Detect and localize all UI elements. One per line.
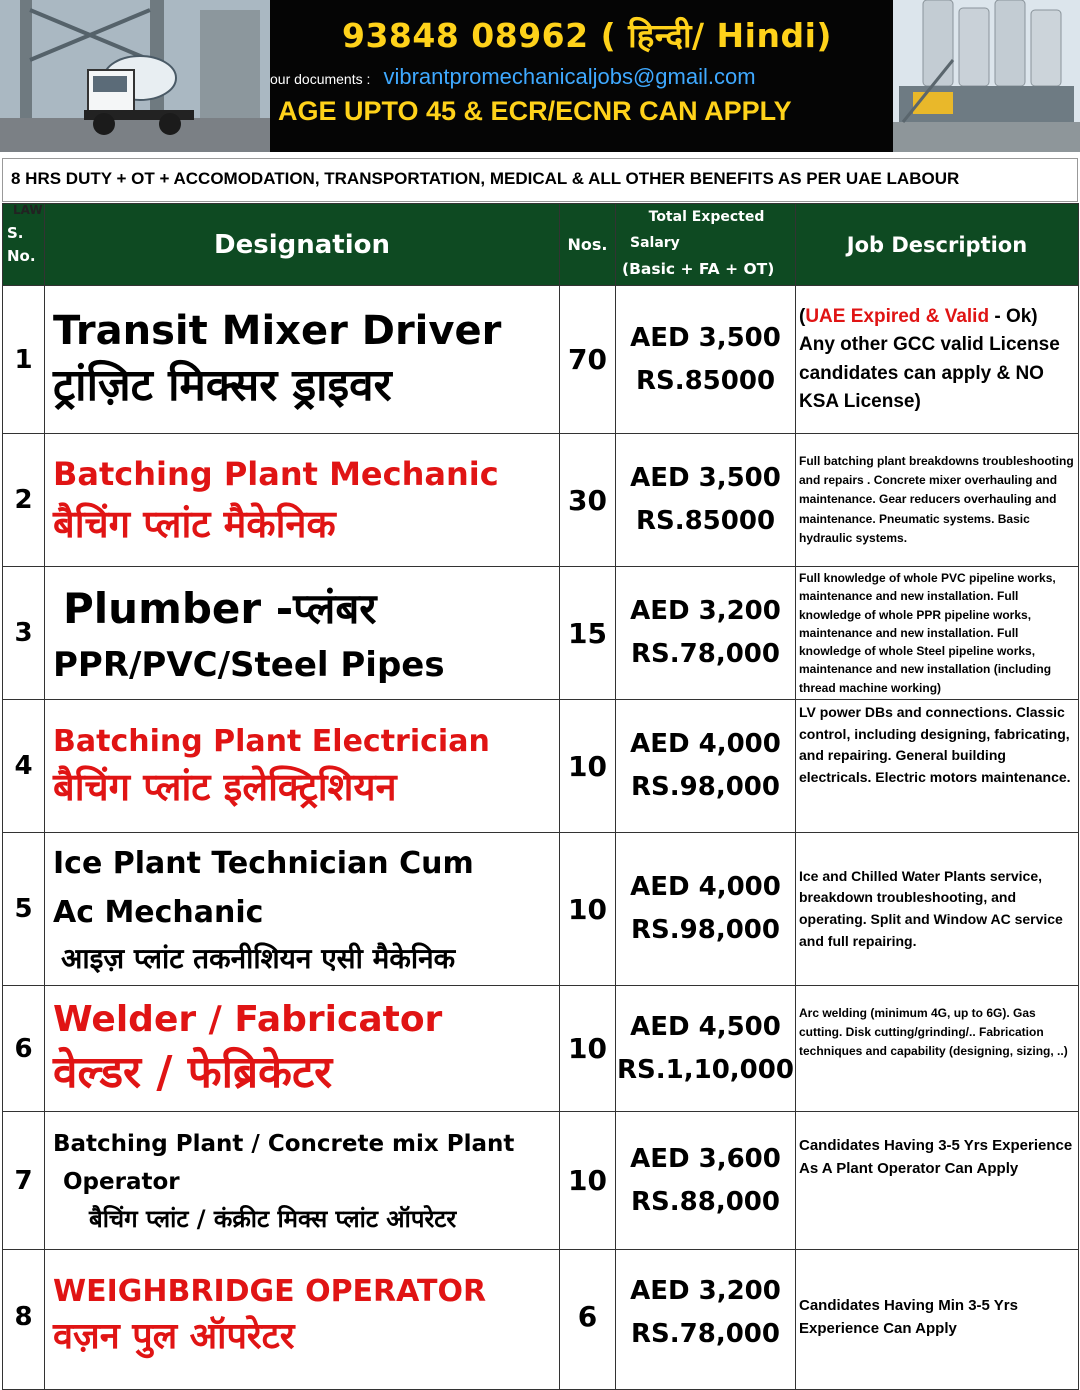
phone-number[interactable]: 93848 08962 ( हिन्दी/ Hindi) xyxy=(342,16,832,55)
row-job-description: Candidates Having 3-5 Yrs Experience As A Plant Operator Can Apply xyxy=(796,1112,1079,1250)
salary-inr: RS.85000 xyxy=(635,506,776,536)
title-english-2: Ac Mechanic xyxy=(53,895,264,930)
email-row xyxy=(270,64,756,90)
table-row xyxy=(3,434,1079,567)
row-job-description: LV power DBs and connections. Classic control, including designing, fabricating, and repairing. General building electricals. Electric motors maintenance. xyxy=(796,700,1079,833)
email-address[interactable]: vibrantpromechanicaljobs@gmail.com xyxy=(383,64,756,89)
job-text-b: - xyxy=(994,305,1001,327)
table-row xyxy=(3,1112,1079,1250)
salary-inr: RS.78,000 xyxy=(631,639,780,669)
row-nos: 10 xyxy=(560,1112,616,1250)
title-hindi: बैचिंग प्लांट मैकेनिक xyxy=(53,502,336,547)
row-salary xyxy=(616,833,796,986)
header-sno xyxy=(3,204,45,286)
job-text-a: ( xyxy=(799,305,806,327)
row-salary xyxy=(616,1250,796,1390)
email-label: our documents : xyxy=(270,71,371,87)
row-salary xyxy=(616,700,796,833)
row-job-description: Candidates Having Min 3-5 Yrs Experience Can Apply xyxy=(796,1250,1079,1390)
row-nos: 15 xyxy=(560,567,616,700)
salary-inr: RS.78,000 xyxy=(631,1318,780,1349)
salary-inr: RS.85000 xyxy=(635,365,776,396)
header-sno-line1: S. xyxy=(7,224,24,242)
mixer-truck-photo xyxy=(0,0,270,152)
row-designation xyxy=(45,1250,560,1390)
salary-aed: AED 3,500 xyxy=(630,322,781,353)
title-subtitle: PPR/PVC/Steel Pipes xyxy=(53,644,445,685)
job-text-bold: GCC valid xyxy=(892,334,984,355)
row-designation xyxy=(45,986,560,1112)
benefits-overflow-text: LAW xyxy=(13,203,43,217)
salary-aed: AED 3,500 xyxy=(630,463,781,494)
row-salary xyxy=(616,986,796,1112)
header-salary-line3: (Basic + FA + OT) xyxy=(622,259,775,278)
title-english: Welder / Fabricator xyxy=(53,998,443,1040)
row-designation xyxy=(45,833,560,986)
row-sno: 3 xyxy=(3,567,45,700)
title-english-2: Operator xyxy=(63,1169,180,1196)
title-english: Batching Plant Electrician xyxy=(53,723,490,759)
title-hindi: बैचिंग प्लांट इलेक्ट्रिशियन xyxy=(53,765,397,810)
row-designation xyxy=(45,567,560,700)
header-nos: Nos. xyxy=(560,204,616,286)
row-designation xyxy=(45,1112,560,1250)
row-sno: 5 xyxy=(3,833,45,986)
salary-inr: RS.88,000 xyxy=(631,1186,780,1217)
salary-inr: RS.1,10,000 xyxy=(617,1054,794,1085)
salary-aed: AED 3,200 xyxy=(630,1276,781,1306)
row-sno: 8 xyxy=(3,1250,45,1390)
row-salary xyxy=(616,286,796,434)
row-nos: 10 xyxy=(560,833,616,986)
row-sno: 2 xyxy=(3,434,45,567)
header-designation: Designation xyxy=(45,204,560,286)
batching-plant-photo xyxy=(893,0,1080,152)
row-nos: 10 xyxy=(560,986,616,1112)
salary-aed: AED 3,200 xyxy=(630,596,781,627)
header-salary-line1: Total Expected xyxy=(648,209,765,226)
job-text-red: UAE Expired & Valid xyxy=(805,305,990,327)
row-job-description: Arc welding (minimum 4G, up to 6G). Gas cutting. Disk cutting/grinding/.. Fabrication techniques and capability (designing, sizing, ..) xyxy=(796,986,1079,1112)
row-sno: 4 xyxy=(3,700,45,833)
table-row xyxy=(3,700,1079,833)
title-english: Transit Mixer Driver xyxy=(53,307,502,354)
row-nos: 30 xyxy=(560,434,616,567)
header-job-description: Job Description xyxy=(796,204,1079,286)
title-english: Plumber -प्लंबर xyxy=(63,583,377,633)
salary-aed: AED 4,500 xyxy=(630,1011,781,1042)
row-sno: 7 xyxy=(3,1112,45,1250)
row-nos: 10 xyxy=(560,700,616,833)
salary-inr: RS.98,000 xyxy=(631,772,780,802)
title-english-1: Batching Plant / Concrete mix Plant xyxy=(53,1130,515,1157)
row-job-description xyxy=(796,286,1079,434)
title-hindi: ट्रांज़िट मिक्सर ड्राइवर xyxy=(53,359,392,411)
age-note: AGE UPTO 45 & ECR/ECNR CAN APPLY xyxy=(278,96,792,126)
table-row xyxy=(3,286,1079,434)
table-row xyxy=(3,1250,1079,1390)
row-designation xyxy=(45,286,560,434)
table-row xyxy=(3,567,1079,700)
table-row xyxy=(3,833,1079,986)
header-banner xyxy=(0,0,1080,155)
row-job-description: Ice and Chilled Water Plants service, breakdown troubleshooting, and operating. Split and Window AC service and full repairing. xyxy=(796,833,1079,986)
job-text-c: Ok) Any other xyxy=(799,305,1038,355)
benefits-line: 8 HRS DUTY + OT + ACCOMODATION, TRANSPORTATION, MEDICAL & ALL OTHER BENEFITS AS PER UAE LABOUR xyxy=(2,158,1078,202)
salary-inr: RS.98,000 xyxy=(631,915,780,945)
header-sno-line2: No. xyxy=(7,246,36,265)
header-salary-line2: Salary xyxy=(630,234,680,251)
header-salary xyxy=(616,204,796,286)
title-english: WEIGHBRIDGE OPERATOR xyxy=(53,1274,487,1309)
row-nos: 6 xyxy=(560,1250,616,1390)
row-job-description: Full knowledge of whole PVC pipeline works, maintenance and new installation. Full knowledge of whole PPR pipeline works, maintenance and new installation. Full knowledge of whole Steel pipeline works, maintenance and new installation (including thread machine working) xyxy=(796,567,1079,700)
title-english-1: Ice Plant Technician Cum xyxy=(53,845,474,881)
salary-aed: AED 4,000 xyxy=(630,872,781,903)
row-salary xyxy=(616,1112,796,1250)
row-designation xyxy=(45,700,560,833)
row-nos: 70 xyxy=(560,286,616,434)
table-header-row xyxy=(3,204,1079,286)
title-hindi: बैचिंग प्लांट / कंक्रीट मिक्स प्लांट ऑपरेटर xyxy=(89,1205,457,1234)
row-designation xyxy=(45,434,560,567)
title-hindi: वज़न पुल ऑपरेटर xyxy=(53,1315,295,1357)
title-hindi: आइज़ प्लांट तकनीशियन एसी मैकेनिक xyxy=(61,941,456,975)
row-sno: 1 xyxy=(3,286,45,434)
row-salary xyxy=(616,567,796,700)
jobs-table xyxy=(2,203,1079,1390)
contact-box xyxy=(270,0,893,152)
row-salary xyxy=(616,434,796,567)
table-row xyxy=(3,986,1079,1112)
title-hindi: वेल्डर / फेब्रिकेटर xyxy=(53,1047,333,1099)
job-text-d: License candidates can apply & NO KSA License) xyxy=(799,334,1060,412)
row-job-description: Full batching plant breakdowns troubleshooting and repairs . Concrete mixer overhauling and maintenance. Gear reducers overhauling and maintenance. Pneumatic systems. Basic hydraulic systems. xyxy=(796,434,1079,567)
title-english: Batching Plant Mechanic xyxy=(53,454,499,493)
salary-aed: AED 4,000 xyxy=(630,729,781,760)
row-sno: 6 xyxy=(3,986,45,1112)
salary-aed: AED 3,600 xyxy=(630,1143,781,1174)
